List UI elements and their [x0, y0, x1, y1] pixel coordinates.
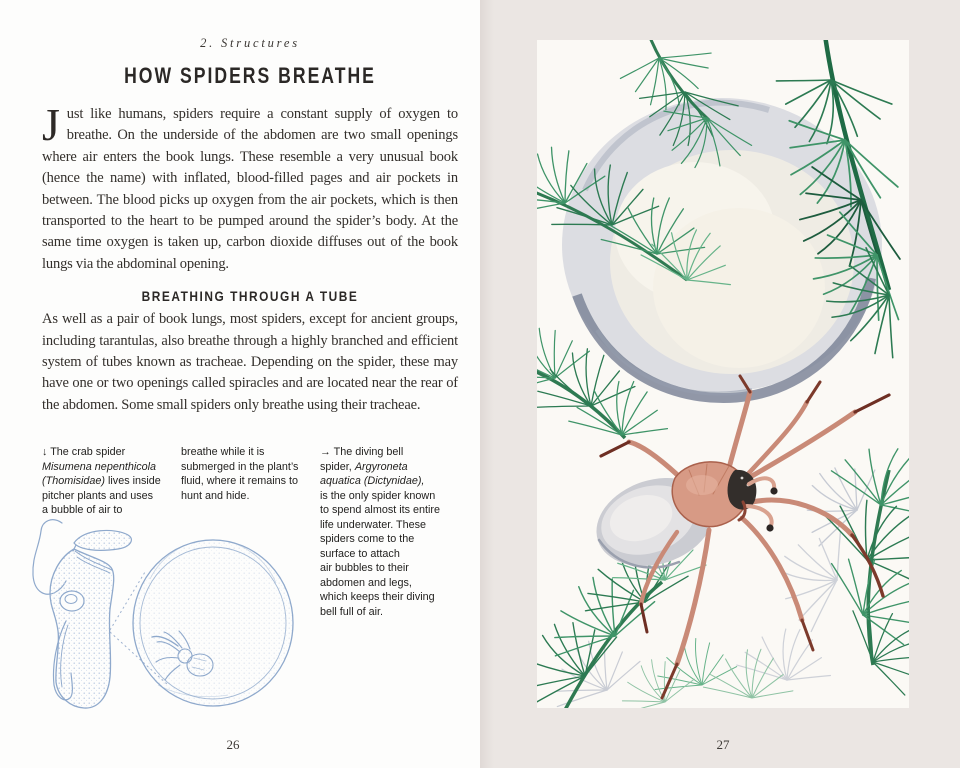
- magnified-air-bubble: [133, 540, 293, 706]
- caption-line: (Thomisidae) lives inside: [42, 475, 161, 488]
- caption-line: is the only spider known: [320, 489, 436, 502]
- illustration-panel: [537, 40, 909, 708]
- caption-line: life underwater. These: [320, 518, 427, 531]
- caption-line: submerged in the plant’s: [181, 460, 299, 473]
- caption-line: to spend almost its entire: [320, 504, 441, 517]
- intro-paragraph: [42, 99, 458, 275]
- caption-line: pitcher plants and uses: [42, 489, 154, 502]
- caption-line: hunt and hide.: [181, 489, 250, 502]
- caption-line: a bubble of air to: [42, 504, 123, 517]
- diving-bell-spider-illustration: [537, 40, 909, 708]
- page-number-left: 26: [226, 737, 240, 752]
- caption-line: abdomen and legs,: [320, 576, 412, 589]
- right-page: [480, 0, 960, 768]
- caption-line: spiders come to the: [320, 533, 415, 546]
- diving-bell-spider: [585, 376, 889, 698]
- pitcher-plant-bubble-line-art: [28, 517, 308, 745]
- page-title: HOW SPIDERS BREATHE: [124, 63, 376, 88]
- intro-paragraph-text: ust like humans, spiders require a constant supply of oxygen to breathe. On the underside of the abdomen are two small openings where air enters the book lungs. These resemble a very unusual book (hence the name) with inflated, blood-filled pages and air pockets in between. The blood picks up oxygen from the air pockets, which is then transported to the heart to be pumped around the spider’s body. At the same time oxygen is taken up, carbon dioxide diffuses out of the book lungs via the abdominal opening.: [42, 106, 458, 272]
- caption-column-3: [320, 445, 448, 619]
- caption-line: surface to attach: [320, 547, 400, 560]
- caption-line: which keeps their diving: [320, 591, 435, 604]
- caption-line: bell full of air.: [320, 605, 384, 618]
- diving-bell-bubble: [562, 98, 882, 398]
- down-arrow-icon: ↓: [42, 446, 51, 459]
- right-arrow-icon: →: [320, 446, 334, 459]
- pitcher-plant: [33, 520, 132, 708]
- caption-line: ↓ The crab spider: [42, 446, 126, 459]
- caption-line: aquatica (Dictynidae),: [320, 475, 425, 488]
- caption-line: breathe while it is: [181, 446, 265, 459]
- caption-line: air bubbles to their: [320, 562, 409, 575]
- page-number-right: 27: [716, 737, 730, 752]
- chapter-kicker: 2. Structures: [200, 36, 300, 50]
- caption-line: spider, Argyroneta: [320, 460, 408, 473]
- section-paragraph: As well as a pair of book lungs, most spiders, except for ancient groups, including tarantulas, also breathe through a highly branched and efficient system of tubes known as tracheae. Depending on the spider, these may have one or two openings called spiracles and are located near the rear of the abdomen. Some small spiders only breathe using their tracheae.: [42, 311, 458, 413]
- caption-line: fluid, where it remains to: [181, 475, 299, 488]
- drop-cap: J: [42, 99, 60, 150]
- section-heading: BREATHING THROUGH A TUBE: [141, 288, 359, 305]
- caption-line: → The diving bell: [320, 446, 404, 459]
- caption-line: Misumena nepenthicola: [42, 460, 157, 473]
